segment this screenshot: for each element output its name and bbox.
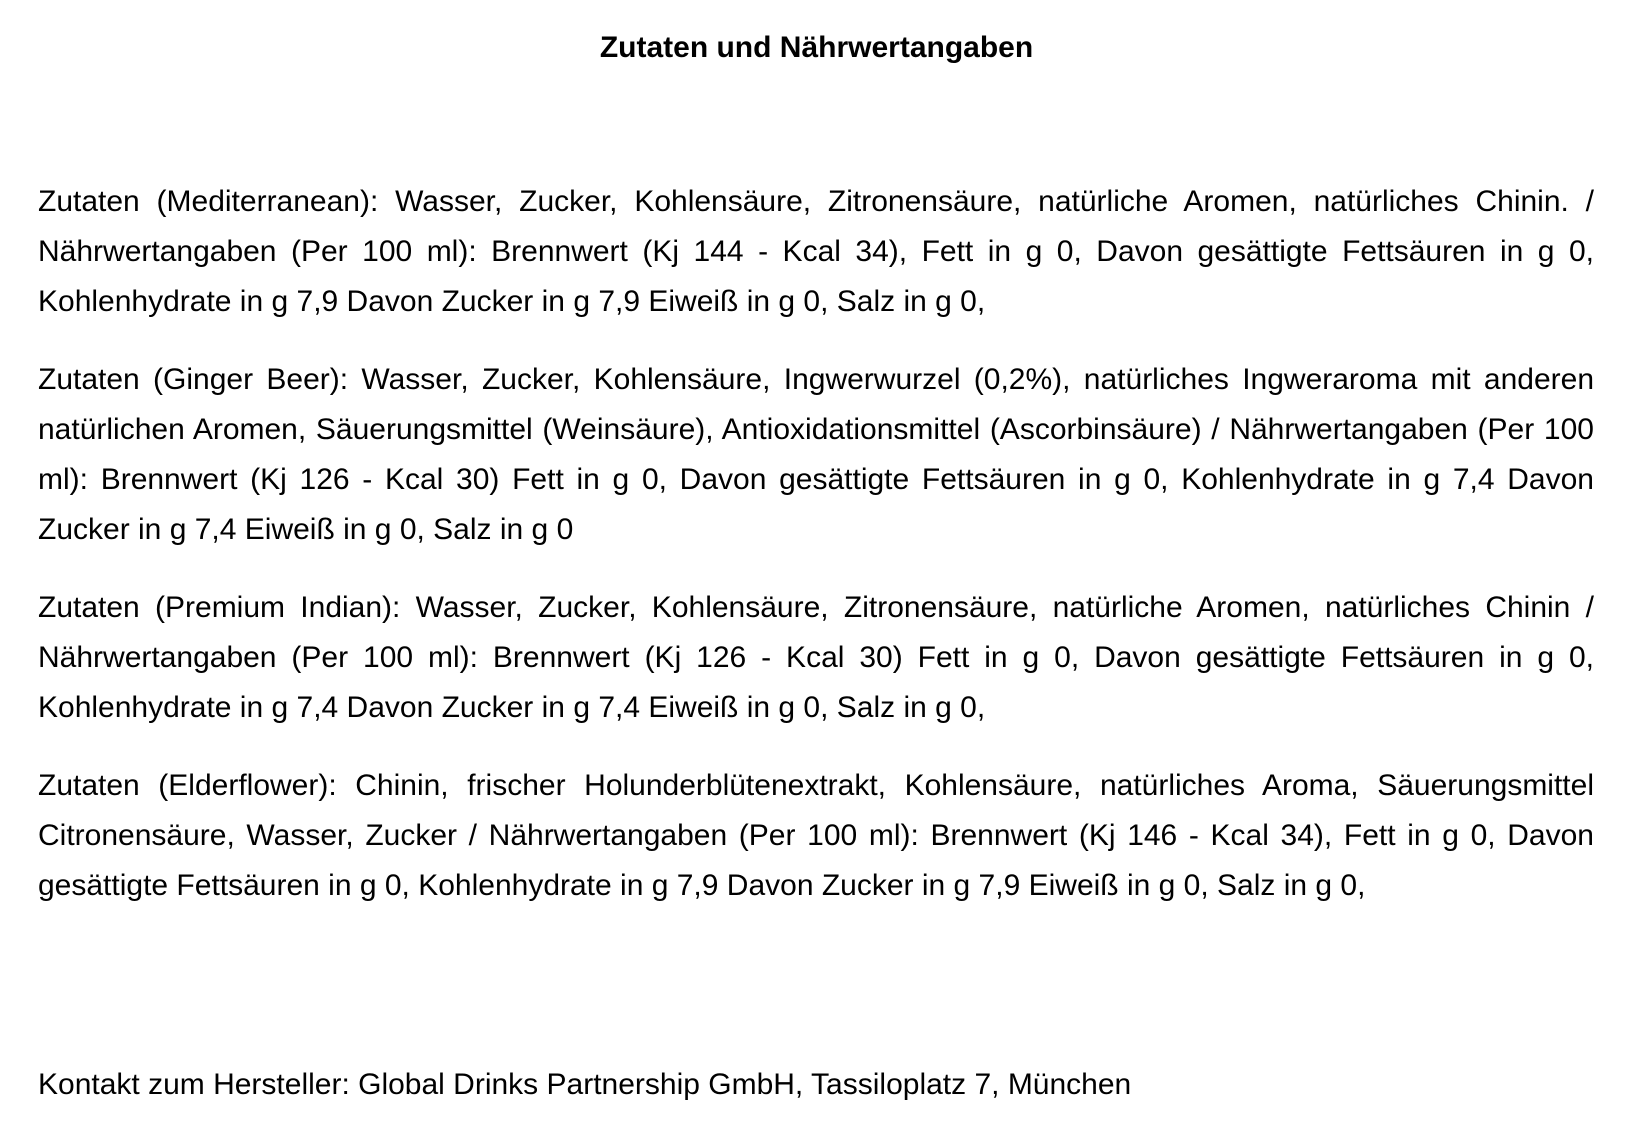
ingredients-mediterranean: Zutaten (Mediterranean): Wasser, Zucker, Kohlensäure, Zitronensäure, natürliche Aromen, natürliches Chinin. / Nährwertangaben (Per 100 ml): Brennwert (Kj 144 - Kcal 34), Fett in g 0, Davon gesättigte Fettsäuren in g 0, Kohlenhydrate in g 7,9 Davon Zucker in g 7,9 Eiweiß in g 0, Salz in g 0, bbox=[38, 185, 1594, 318]
ingredients-ginger-beer: Zutaten (Ginger Beer): Wasser, Zucker, Kohlensäure, Ingwerwurzel (0,2%), natürliches Ingweraroma mit anderen natürlichen Aromen, Säuerungsmittel (Weinsäure), Antioxidationsmittel (Ascorbinsäure) / Nährwertangaben (Per 100 ml): Brennwert (Kj 126 - Kcal 30) Fett in g 0, Davon gesättigte Fettsäuren in g 0, Kohlenhydrate in g 7,4 Davon Zucker in g 7,4 Eiweiß in g 0, Salz in g 0 bbox=[38, 363, 1594, 546]
ingredients-elderflower: Zutaten (Elderflower): Chinin, frischer Holunderblütenextrakt, Kohlensäure, natürliches Aroma, Säuerungsmittel Citronensäure, Wasser, Zucker / Nährwertangaben (Per 100 ml): Brennwert (Kj 146 - Kcal 34), Fett in g 0, Davon gesättigte Fettsäuren in g 0, Kohlenhydrate in g 7,9 Davon Zucker in g 7,9 Eiweiß in g 0, Salz in g 0, bbox=[38, 769, 1594, 902]
ingredients-section bbox=[38, 177, 1594, 939]
document-title: Zutaten und Nährwertangaben bbox=[599, 31, 1034, 64]
manufacturer-contact: Kontakt zum Hersteller: Global Drinks Partnership GmbH, Tassiloplatz 7, München bbox=[38, 1068, 1132, 1101]
ingredients-premium-indian: Zutaten (Premium Indian): Wasser, Zucker, Kohlensäure, Zitronensäure, natürliche Aromen, natürliches Chinin / Nährwertangaben (Per 100 ml): Brennwert (Kj 126 - Kcal 30) Fett in g 0, Davon gesättigte Fettsäuren in g 0, Kohlenhydrate in g 7,4 Davon Zucker in g 7,4 Eiweiß in g 0, Salz in g 0, bbox=[38, 591, 1594, 724]
